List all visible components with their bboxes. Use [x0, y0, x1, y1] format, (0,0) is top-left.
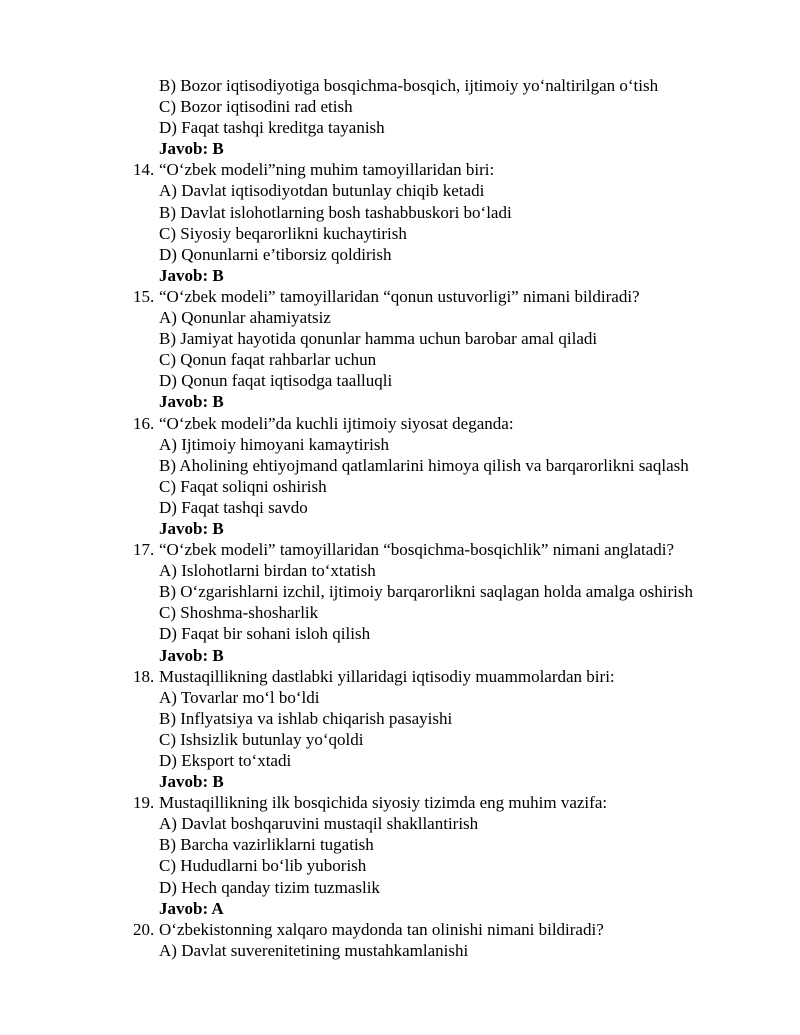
option-c: C) Bozor iqtisodini rad etish [159, 97, 353, 117]
question-number: 16. [133, 413, 155, 433]
question-number: 17. [133, 540, 155, 560]
option-d: D) Faqat tashqi kreditga tayanish [159, 118, 385, 138]
question-13-continuation [0, 75, 800, 159]
option-a: A) Davlat iqtisodiyotdan butunlay chiqib ketadi [159, 181, 485, 201]
option-b: B) Jamiyat hayotida qonunlar hamma uchun barobar amal qiladi [159, 329, 598, 349]
question-19 [0, 792, 800, 919]
answer: Javob: B [159, 772, 224, 792]
option-b: B) Inflyatsiya va ishlab chiqarish pasayishi [159, 708, 453, 728]
option-d: D) Faqat bir sohani isloh qilish [159, 624, 371, 644]
option-c: C) Faqat soliqni oshirish [159, 476, 327, 496]
answer: Javob: B [159, 265, 224, 285]
answer: Javob: B [159, 392, 224, 412]
option-c: C) Qonun faqat rahbarlar uchun [159, 350, 377, 370]
option-c: C) Siyosiy beqarorlikni kuchaytirish [159, 223, 407, 243]
answer: Javob: B [159, 139, 224, 159]
question-number: 18. [133, 666, 155, 686]
question-20 [0, 919, 800, 961]
document-page [0, 75, 800, 961]
answer: Javob: A [159, 898, 224, 918]
option-c: C) Shoshma-shosharlik [159, 603, 319, 623]
option-d: D) Qonunlarni e’tiborsiz qoldirish [159, 244, 392, 264]
option-b: B) Bozor iqtisodiyotiga bosqichma-bosqich, ijtimoiy yo‘naltirilgan o‘tish [159, 76, 659, 95]
option-d: D) Eksport to‘xtadi [159, 751, 292, 770]
option-a: A) Davlat suverenitetining mustahkamlanishi [159, 940, 469, 960]
question-15 [0, 286, 800, 413]
question-16 [0, 413, 800, 540]
option-a: A) Ijtimoiy himoyani kamaytirish [159, 434, 389, 454]
option-d: D) Hech qanday tizim tuzmaslik [159, 877, 380, 897]
option-d: D) Qonun faqat iqtisodga taalluqli [159, 371, 393, 391]
answer: Javob: B [159, 518, 224, 538]
question-number: 20. [133, 919, 155, 939]
option-a: A) Islohotlarni birdan to‘xtatish [159, 561, 376, 581]
option-a: A) Davlat boshqaruvini mustaqil shakllantirish [159, 814, 479, 834]
option-b: B) Barcha vazirliklarni tugatish [159, 835, 374, 855]
question-14 [0, 159, 800, 286]
question-text: “O‘zbek modeli” tamoyillaridan “bosqichma-bosqichlik” nimani anglatadi? [159, 540, 675, 560]
question-18 [0, 666, 800, 793]
option-a: A) Tovarlar mo‘l bo‘ldi [159, 687, 320, 707]
answer: Javob: B [159, 645, 224, 665]
question-text: “O‘zbek modeli”da kuchli ijtimoiy siyosat deganda: [159, 413, 514, 433]
option-c: C) Hududlarni bo‘lib yuborish [159, 856, 367, 876]
question-text: “O‘zbek modeli” tamoyillaridan “qonun ustuvorligi” nimani bildiradi? [159, 286, 640, 306]
option-d: D) Faqat tashqi savdo [159, 497, 308, 517]
question-number: 15. [133, 286, 155, 306]
question-text: “O‘zbek modeli”ning muhim tamoyillaridan biri: [159, 160, 495, 180]
question-text: Mustaqillikning ilk bosqichida siyosiy tizimda eng muhim vazifa: [159, 793, 608, 813]
question-text: Mustaqillikning dastlabki yillaridagi iqtisodiy muammolardan biri: [159, 666, 615, 686]
option-b: B) O‘zgarishlarni izchil, ijtimoiy barqarorlikni saqlagan holda amalga oshirish [159, 582, 693, 602]
question-number: 14. [133, 160, 155, 180]
question-17 [0, 539, 800, 666]
option-a: A) Qonunlar ahamiyatsiz [159, 308, 331, 328]
question-number: 19. [133, 793, 155, 813]
option-c: C) Ishsizlik butunlay yo‘qoldi [159, 729, 364, 749]
question-text: O‘zbekistonning xalqaro maydonda tan olinishi nimani bildiradi? [159, 919, 604, 939]
option-b: B) Davlat islohotlarning bosh tashabbuskori bo‘ladi [159, 202, 512, 222]
option-b: B) Aholining ehtiyojmand qatlamlarini himoya qilish va barqarorlikni saqlash [159, 455, 689, 475]
